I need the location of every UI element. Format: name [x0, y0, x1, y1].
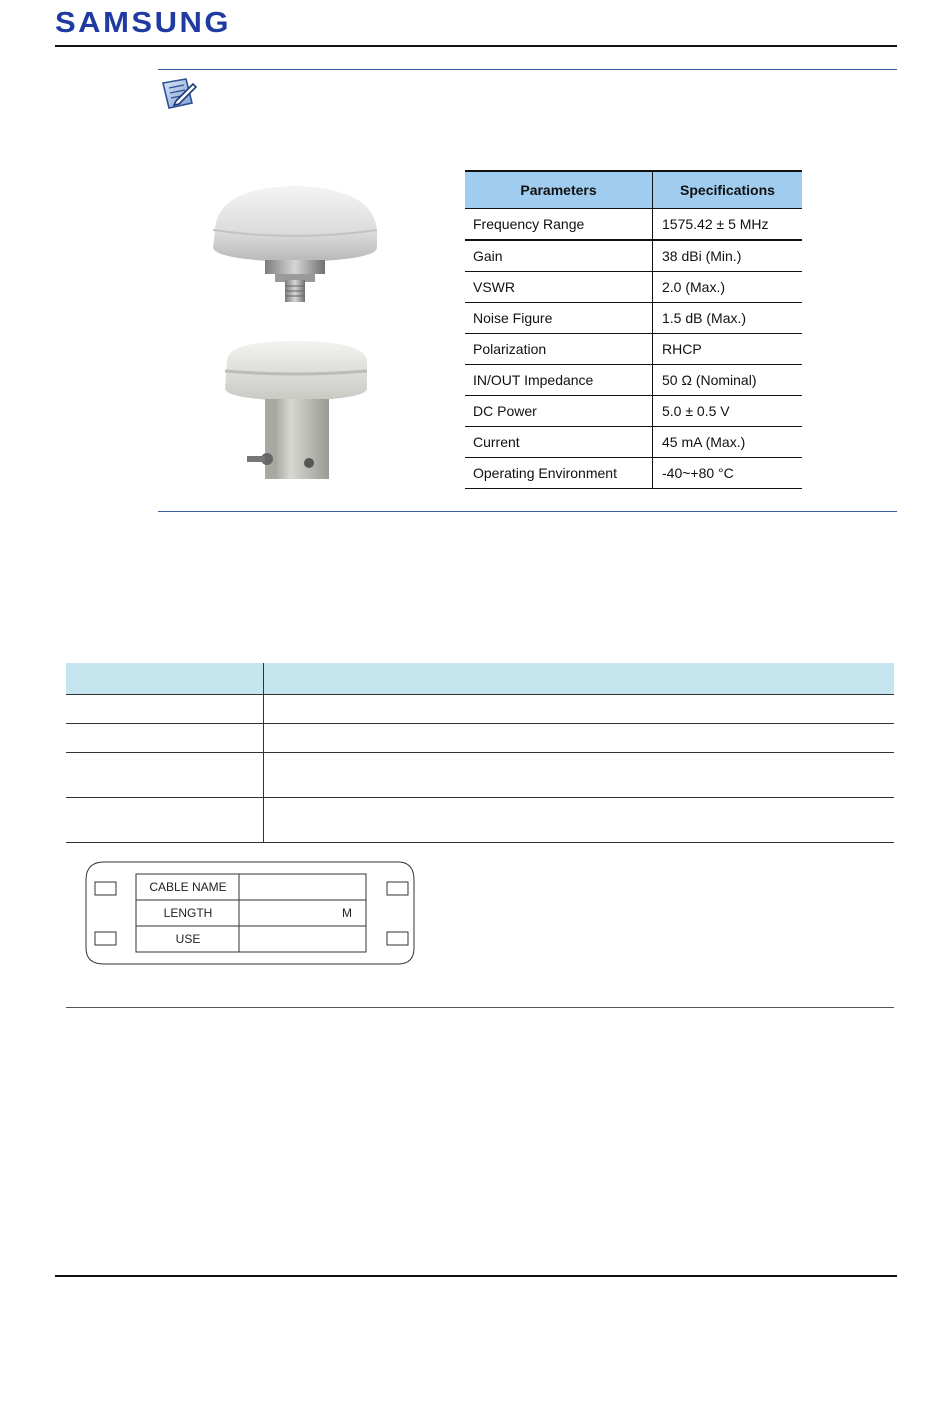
- spec-value: 50 Ω (Nominal): [653, 365, 803, 396]
- cable-table-header-row: [66, 663, 894, 695]
- note-bottom-rule: [158, 511, 897, 512]
- spec-parameter: Current: [465, 427, 653, 458]
- table-row: [465, 334, 802, 365]
- table-row: [465, 365, 802, 396]
- table-row: [465, 303, 802, 334]
- table-cell: [66, 724, 264, 753]
- spec-value: 2.0 (Max.): [653, 272, 803, 303]
- table-cell: [264, 724, 895, 753]
- spec-table-header-row: [465, 171, 802, 209]
- use-label: USE: [175, 932, 201, 946]
- spec-value: 1.5 dB (Max.): [653, 303, 803, 334]
- spec-value: RHCP: [653, 334, 803, 365]
- table-row: [465, 272, 802, 303]
- spec-parameter: Frequency Range: [465, 209, 653, 241]
- table-row: [66, 724, 894, 753]
- spec-parameter: Operating Environment: [465, 458, 653, 489]
- table-cell: [66, 695, 264, 724]
- spec-value: 38 dBi (Min.): [653, 240, 803, 272]
- table-cell: [264, 753, 895, 798]
- spec-value: 1575.42 ± 5 MHz: [653, 209, 803, 241]
- spec-parameter: DC Power: [465, 396, 653, 427]
- table-cell: [264, 798, 895, 843]
- table-row: [465, 209, 802, 241]
- gps-antenna-dome-photo: [205, 180, 385, 305]
- spec-parameter: IN/OUT Impedance: [465, 365, 653, 396]
- antenna-spec-table: [465, 170, 802, 489]
- note-top-rule: [158, 69, 897, 70]
- table-cell: [66, 753, 264, 798]
- samsung-logo: SAMSUNG: [55, 6, 231, 39]
- spec-value: 45 mA (Max.): [653, 427, 803, 458]
- table-cell: [66, 798, 264, 843]
- spec-parameter: Polarization: [465, 334, 653, 365]
- spec-value: -40~+80 °C: [653, 458, 803, 489]
- table-row: [465, 458, 802, 489]
- table-row: [465, 396, 802, 427]
- gps-antenna-mast-photo: [205, 333, 385, 488]
- table-row: [66, 798, 894, 843]
- footer-divider: [55, 1275, 897, 1277]
- cable-name-label: CABLE NAME: [149, 880, 227, 894]
- cable-info-table: [66, 663, 894, 843]
- table-row: [66, 695, 894, 724]
- length-unit: M: [342, 906, 352, 920]
- spec-parameter: Noise Figure: [465, 303, 653, 334]
- table-row: [465, 240, 802, 272]
- spec-header-parameters: Parameters: [465, 171, 653, 209]
- spec-header-specifications: Specifications: [653, 171, 803, 209]
- header-divider: [55, 45, 897, 47]
- section-divider: [66, 1007, 894, 1008]
- table-row: [465, 427, 802, 458]
- spec-parameter: Gain: [465, 240, 653, 272]
- spec-parameter: VSWR: [465, 272, 653, 303]
- table-cell: [264, 695, 895, 724]
- table-row: [66, 753, 894, 798]
- cable-table-header-cell: [66, 663, 264, 695]
- length-label: LENGTH: [163, 906, 213, 920]
- cable-label-drawing: [82, 860, 418, 970]
- cable-table-header-cell: [264, 663, 895, 695]
- spec-value: 5.0 ± 0.5 V: [653, 396, 803, 427]
- note-pencil-icon: [160, 77, 198, 111]
